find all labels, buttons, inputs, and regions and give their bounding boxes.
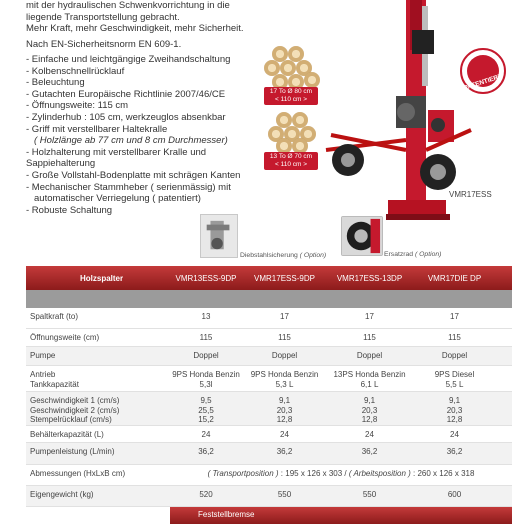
transport-dimensions: : 195 x 126 x 303 / (278, 469, 349, 478)
row-label: Antrieb Tankkapazität (30, 370, 79, 389)
table-cell: 115 (448, 333, 461, 342)
log-size-line: < 110 cm > (274, 161, 308, 168)
table-cell: 115 (199, 333, 213, 342)
option-label: ( Option) (414, 251, 442, 258)
theft-protection-image (200, 214, 238, 258)
feature-item: - Robuste Schaltung (26, 204, 113, 216)
table-cell: 36,2 (446, 447, 463, 456)
table-cell: 17 (280, 312, 289, 321)
feature-item: ( Holzlänge ab 77 cm und 8 cm Durchmesser) (34, 135, 228, 147)
spare-wheel-image (341, 216, 383, 256)
table-subheader-bar (26, 290, 512, 308)
spare-wheel-label: Ersatzrad (384, 251, 414, 258)
intro-line: mit der hydraulischen Schwenkvorrichtung in die (26, 0, 230, 11)
intro-line: Mehr Kraft, mehr Geschwindigkeit, mehr Sicherheit. (26, 23, 244, 34)
table-cell: 24 (201, 430, 211, 439)
model-header: VMR17ESS-13DP (336, 273, 403, 283)
table-title: Holzspalter (80, 273, 124, 283)
table-cell: 115 (363, 333, 376, 342)
table-cell: 13PS Honda Benzin 6,1 L (333, 370, 406, 389)
feature-item: - Holzhalterung mit verstellbarer Kralle und Sappiehalterung (26, 146, 207, 170)
intro-paragraph (26, 0, 262, 35)
table-cell: 36,2 (361, 447, 378, 456)
table-row (26, 465, 512, 486)
option-label: ( Option) (299, 252, 327, 259)
row-label: Pumpenleistung (L/min) (30, 447, 115, 456)
table-cell: 9PS Honda Benzin 5,3 L (250, 370, 319, 389)
table-row (26, 366, 512, 392)
table-cell: Doppel (193, 351, 219, 360)
feature-item: - Große Vollstahl-Bodenplatte mit schrägen Kanten (26, 169, 241, 181)
row-label: Behälterkapazität (L) (30, 430, 104, 439)
feature-item: - Mechanischer Stammheber ( serienmässig) mit (26, 181, 231, 193)
table-footer (26, 507, 512, 524)
table-cell: 9,1 20,3 12,8 (361, 396, 378, 424)
theft-protection-label: Diebstahlsicherung (240, 252, 298, 259)
row-label: Öffnungsweite (cm) (30, 333, 100, 342)
log-stack-image (262, 44, 322, 92)
table-row (26, 392, 512, 426)
work-dimensions: : 260 x 126 x 318 (410, 469, 475, 478)
feature-item: - Griff mit verstellbarer Haltekralle (26, 123, 168, 135)
row-label: Eigengewicht (kg) (30, 490, 94, 499)
model-header: VMR17DIE DP (427, 273, 482, 283)
table-cell: 17 (365, 312, 374, 321)
log-size-line: < 110 cm > (274, 96, 308, 103)
intro-line: liegende Transportstellung gebracht. (26, 11, 180, 23)
dimensions-cell (170, 465, 512, 485)
row-label: Spaltkraft (to) (30, 312, 79, 321)
table-cell: 9,1 20,3 12,8 (446, 396, 463, 424)
feature-item: - Kolbenschnellrücklauf (26, 65, 125, 77)
row-label: Geschwindigkeit 1 (cm/s) Geschwindigkeit 2 (cm/s) Stempelrücklauf (cm/s) (30, 396, 120, 424)
table-cell: 9PS Diesel 5,5 L (434, 370, 475, 389)
table-cell: 36,2 (198, 447, 214, 456)
table-cell: 17 (450, 312, 459, 321)
table-row (26, 329, 512, 347)
table-row (26, 443, 512, 465)
log-size-line: 13 To Ø 70 cm (269, 153, 313, 160)
table-cell: 9,5 25,5 15,2 (198, 396, 214, 424)
patent-badge (460, 48, 506, 94)
feature-list (26, 54, 262, 216)
spec-table (26, 266, 512, 524)
table-cell: Doppel (441, 351, 468, 360)
footer-label: Feststellbremse (170, 507, 512, 524)
log-size-tag (264, 152, 318, 170)
feature-item: - Zylinderhub : 105 cm, werkzeuglos absenkbar (26, 111, 226, 123)
row-label: Pumpe (30, 351, 56, 360)
table-cell: 550 (277, 490, 292, 499)
model-header: VMR17ESS-9DP (254, 273, 315, 283)
table-row (26, 426, 512, 443)
table-row (26, 308, 512, 329)
feature-item: - Beleuchtung (26, 77, 85, 89)
log-size-tag (264, 87, 318, 105)
intro-text (26, 0, 262, 216)
table-cell: 13 (201, 312, 211, 321)
table-cell: 550 (362, 490, 377, 499)
feature-item: automatischer Verriegelung ( patentiert) (34, 193, 201, 205)
row-label: Abmessungen (HxLxB cm) (30, 469, 126, 478)
table-cell: 36,2 (276, 447, 293, 456)
model-caption: VMR17ESS (449, 190, 492, 199)
theft-protection-caption (240, 252, 326, 259)
table-cell: 24 (450, 430, 459, 439)
table-cell: 9PS Honda Benzin 5,3l (172, 370, 240, 389)
table-row (26, 486, 512, 507)
table-row (26, 347, 512, 366)
table-header (26, 266, 512, 290)
feature-item: - Einfache und leichtgängige Zweihandschaltung (26, 54, 231, 65)
spare-wheel-caption (384, 251, 441, 258)
feature-item: - Öffnungsweite: 115 cm (26, 100, 129, 112)
table-cell: 600 (447, 490, 462, 499)
table-cell: 24 (280, 430, 289, 439)
log-size-line: 17 To Ø 80 cm (269, 88, 313, 95)
norm-line: Nach EN-Sicherheitsnorm EN 609-1. (26, 38, 182, 50)
table-cell: 9,1 20,3 12,8 (276, 396, 293, 424)
work-position-label: ( Arbeitsposition ) (348, 469, 411, 478)
model-header: VMR13ESS-9DP (175, 273, 237, 283)
table-cell: 520 (199, 490, 213, 499)
patent-badge-label: PATENTIERT (462, 73, 504, 92)
transport-position-label: ( Transportposition ) (207, 469, 279, 478)
table-cell: 115 (278, 333, 291, 342)
table-cell: Doppel (271, 351, 298, 360)
table-cell: Doppel (356, 351, 383, 360)
table-cell: 24 (365, 430, 374, 439)
feature-item: - Gutachten Europäische Richtlinie 2007/46/CE (26, 88, 226, 100)
